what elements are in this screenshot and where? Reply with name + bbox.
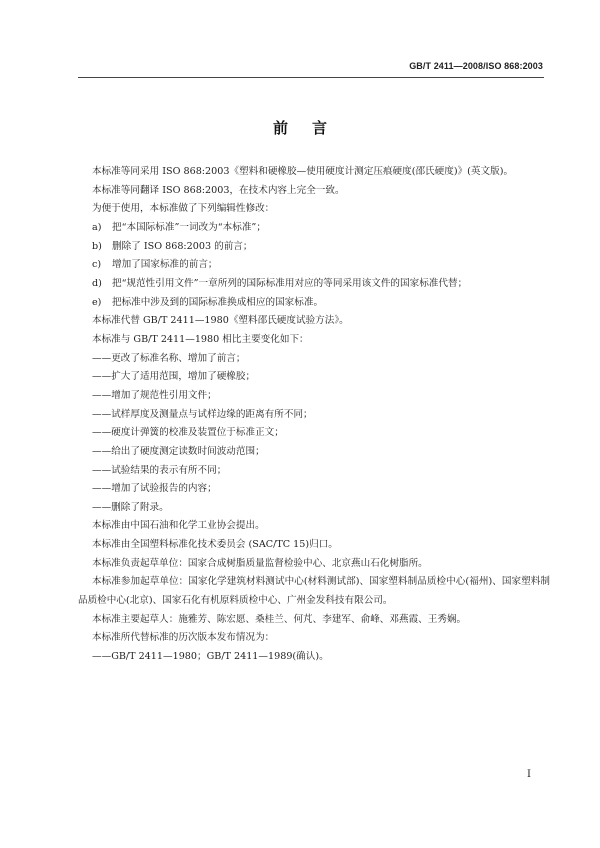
header-rule [78,77,544,78]
foreword-body [78,163,550,667]
change-item: ——试样厚度及测量点与试样边缘的距离有所不同； [92,408,313,420]
edit-item-e [78,294,550,313]
edit-item-d [78,275,550,294]
edit-item-marker: a) [92,221,102,233]
edit-item-marker: b) [92,240,102,252]
change-item: ——给出了硬度测定读数时间波动范围； [92,445,265,457]
paragraph-translation: 本标准等同翻译 ISO 868:2003，在技术内容上完全一致。 [92,184,345,196]
paragraph-proposed-by: 本标准由中国石油和化学工业协会提出。 [92,520,265,532]
change-item: ——增加了规范性引用文件； [92,389,217,401]
paragraph-adoption: 本标准等同采用 ISO 868:2003《塑料和硬橡胶—使用硬度计测定压痕硬度(邵氏硬度)》(英文版)。 [92,166,514,177]
edit-item-text: 删除了 ISO 868:2003 的前言； [112,240,253,252]
paragraph-drafting-unit: 本标准负责起草单位：国家合成树脂质量监督检验中心、北京燕山石化树脂所。 [92,557,428,569]
paragraph-history: ——GB/T 2411—1980；GB/T 2411—1989(确认)。 [92,651,329,663]
change-item: ——扩大了适用范围，增加了硬橡胶； [92,371,256,383]
change-item: ——更改了标准名称、增加了前言； [92,352,246,364]
edit-item-marker: e) [92,296,102,308]
edit-item-c [78,256,550,275]
change-item: ——试验结果的表示有所不同； [92,464,227,476]
paragraph-changes-intro: 本标准与 GB/T 2411—1980 相比主要变化如下： [92,333,309,345]
edit-item-text: 把标准中涉及到的国际标准换成相应的国家标准。 [112,296,324,308]
edit-item-text: 把“规范性引用文件”一章所列的国际标准用对应的等同采用该文件的国家标准代替； [112,277,468,289]
page-number: I [527,769,531,780]
change-item: ——硬度计弹簧的校准及装置位于标准正文； [92,427,284,439]
edit-item-text: 增加了国家标准的前言； [112,259,218,271]
paragraph-replaces: 本标准代替 GB/T 2411—1980《塑料邵氏硬度试验方法》。 [92,315,349,327]
paragraph-history-intro: 本标准所代替标准的历次版本发布情况为： [92,632,275,644]
edit-item-marker: c) [92,259,102,271]
page-title: 前言 [272,119,351,137]
paragraph-drafters: 本标准主要起草人：施雅芳、陈宏愿、桑桂兰、何芃、李建军、俞峰、邓燕霞、王秀娴。 [92,613,467,625]
edit-item-b [78,238,550,257]
change-item: ——增加了试验报告的内容； [92,483,217,495]
change-item: ——删除了附录。 [92,501,169,513]
edit-item-a [78,219,550,238]
paragraph-managed-by: 本标准由全国塑料标准化技术委员会 (SAC/TC 15)归口。 [92,539,338,551]
edit-item-text: 把“本国际标准”一词改为“本标准”； [112,221,266,233]
paragraph-participating-units: 本标准参加起草单位：国家化学建筑材料测试中心(材料测试部)、国家塑料制品质检中心(福州)、国家塑料制品质检中心(北京)、国家石化有机原料质检中心、广州金发科技有限公司。 [78,576,550,607]
standard-number: GB/T 2411—2008/ISO 868:2003 [409,61,543,71]
edit-item-marker: d) [92,277,102,289]
paragraph-edit-intro: 为便于使用，本标准做了下列编辑性修改： [92,203,275,215]
